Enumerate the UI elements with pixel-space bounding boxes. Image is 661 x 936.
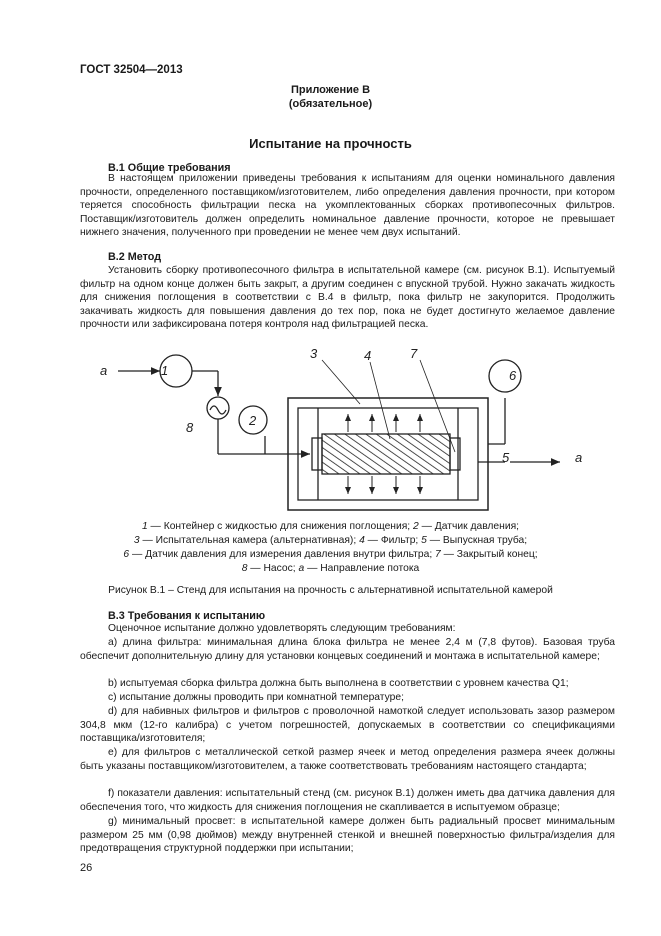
section-title: Испытание на прочность [249,136,412,151]
legend-line-3: 6 — Датчик давления для измерения давления внутри фильтра; 7 — Закрытый конец; [123,549,538,560]
label-flow-in: a [100,363,108,378]
b3-heading: В.3 Требования к испытанию [108,610,266,622]
document-code: ГОСТ 32504—2013 [80,64,183,76]
b3-item-c: c) испытание должны проводить при комнатной температуре; [108,692,404,703]
b2-heading: В.2 Метод [108,251,162,263]
b3-item-a: а) длина фильтра: минимальная длина блока фильтра не менее 2,4 м (7,8 футов). Базовая труба обеспечит дополнительную длину для установки концевых соединений и монтажа в испытательной камере; [80,637,615,662]
legend-line-4: 8 — Насос; а — Направление потока [241,563,420,574]
filter [322,434,450,474]
annex-title: Приложение В [290,84,371,96]
b3-item-f: f) показатели давления: испытательный стенд (см. рисунок В.1) должен иметь два датчика давления для обеспечения того, что жидкость для снижения поглощения не скапливается в испытуемом образце; [80,788,615,813]
label-7: 7 [410,346,418,361]
b3-item-g: g) минимальный просвет: в испытательной камере должен быть радиальный просвет минимальным размером 25 мм (0,98 дюймов) между внутренней стенкой и внешней поверхностью фильтра/изделия для предотвращения структурной поддержки при испытании; [80,816,615,855]
label-2: 2 [249,413,257,428]
b2-text: Установить сборку противопесочного фильтра в испытательной камере (см. рисунок В.1). Испытуемый фильтр на одном конце должен быть закрыт, а другим соединен с впускной трубой. Нужно закачать жидкость для снижения поглощения в соответствии с В.4 в фильтр, пока фильтр не закупорится. Продолжить закачивать жидкость для повышения давления до тех пор, пока не будет достигнуто желаемое давление прочности или зафиксирована потеря контроля над фильтрацией песка. [80,265,615,331]
legend-line-1: 1 — Контейнер с жидкостью для снижения поглощения; 2 — Датчик давления; [141,521,520,532]
test-bench-diagram [90,344,590,514]
label-1: 1 [161,363,169,378]
label-6: 6 [509,368,517,383]
b3-intro: Оценочное испытание должно удовлетворять следующим требованиям: [108,623,456,634]
b1-heading: В.1 Общие требования [108,162,231,174]
label-4: 4 [364,348,372,363]
label-8: 8 [186,420,194,435]
label-flow-out: a [575,450,583,465]
b1-text: В настоящем приложении приведены требования к испытаниям для оценки номинального давления прочности, определенного поставщиком/изготовителем, либо определения давления прочности, при котором теряется способность фильтрации песка на укомплектованных сборках противопесочных фильтров. Поставщик/изготовитель должен определить номинальное давление прочности, которое не превышает нижнего значения, полученного при проведении не менее чем двух испытаний. [80,173,615,239]
pump [207,397,229,419]
label-5: 5 [502,450,510,465]
legend-line-2: 3 — Испытательная камера (альтернативная); 4 — Фильтр; 5 — Выпускная труба; [133,535,528,546]
b3-item-b: b) испытуемая сборка фильтра должна быть выполнена в соответствии с уровнем качества Q1; [108,678,569,689]
label-3: 3 [310,346,318,361]
annex-status: (обязательное) [288,98,373,110]
b3-item-e: e) для фильтров с металлической сеткой размер ячеек и метод определения размера ячеек должны быть указаны поставщиком/изготовителем, а также соответствовать требованиям настоящего стандарта; [80,747,615,772]
b3-item-d: d) для набивных фильтров и фильтров с проволочной намоткой следует использовать зазор размером 304,8 мкм (12-го калибра) с учетом погрешностей, допускаемых в соответствии со спецификациями поставщика/изготовителя; [80,706,615,745]
figure-caption: Рисунок В.1 – Стенд для испытания на прочность с альтернативной испытательной камерой [108,585,553,596]
page-number: 26 [80,862,93,874]
